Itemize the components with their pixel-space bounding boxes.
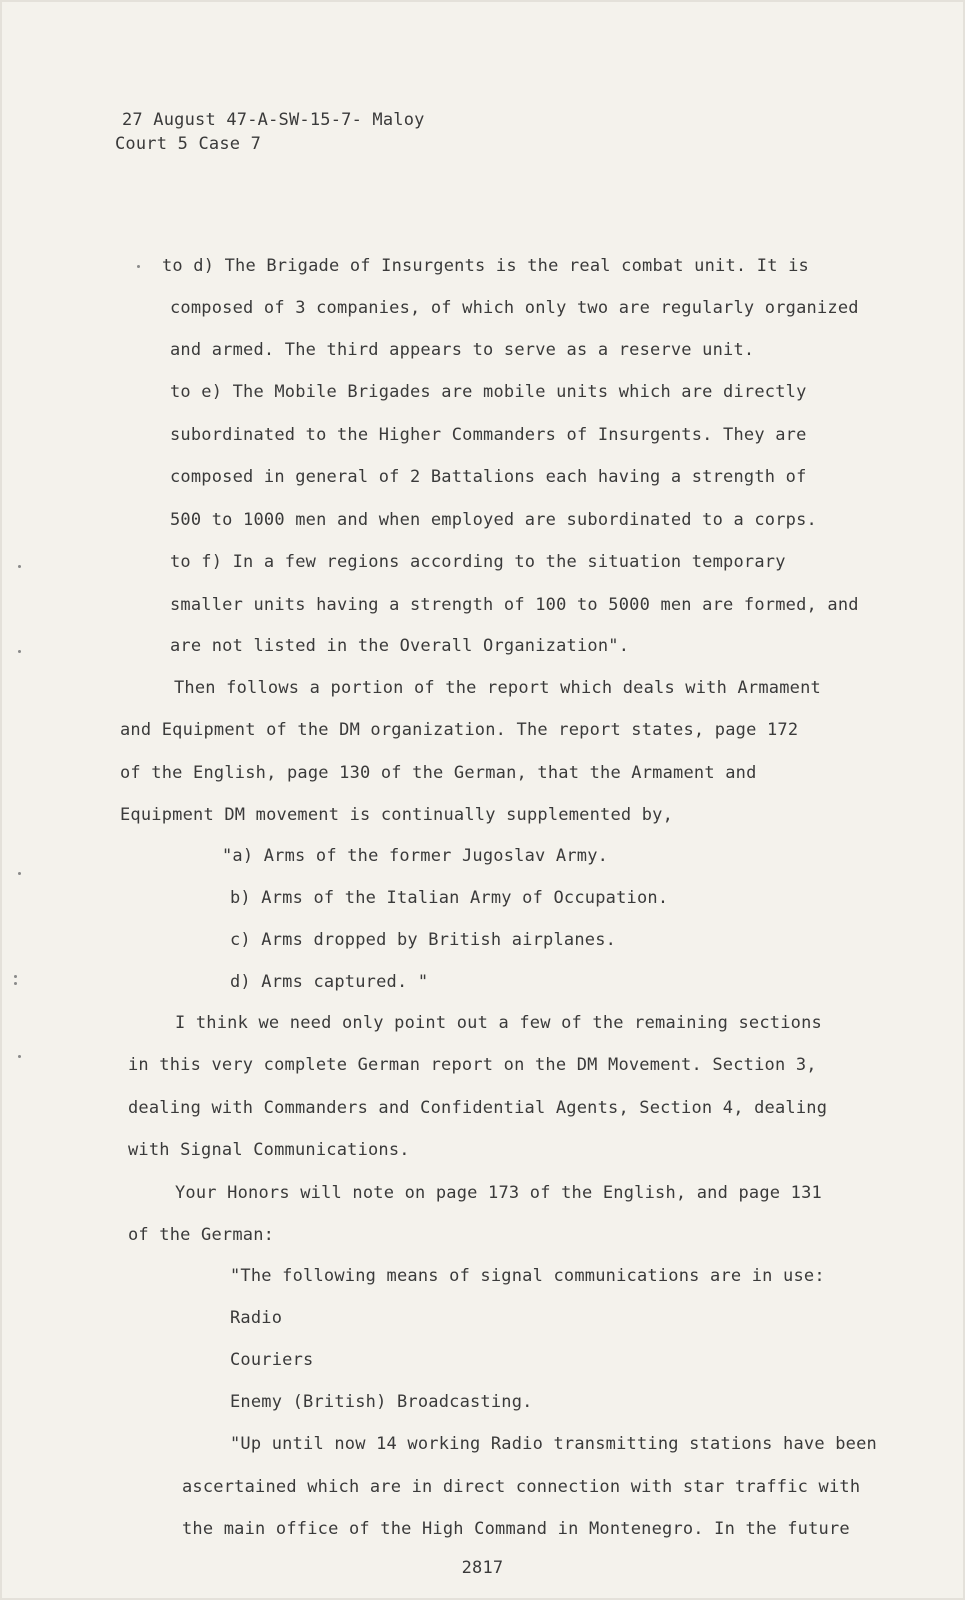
body-line: composed in general of 2 Battalions each having a strength of — [170, 467, 807, 487]
body-line: 500 to 1000 men and when employed are subordinated to a corps. — [170, 510, 817, 530]
list-item: "a) Arms of the former Jugoslav Army. — [222, 846, 609, 866]
scan-speck — [18, 872, 21, 875]
header-line-2: Court 5 Case 7 — [115, 134, 262, 154]
scan-speck — [14, 975, 17, 978]
quote-line: the main office of the High Command in Montenegro. In the future — [182, 1519, 850, 1539]
list-item: d) Arms captured. " — [230, 972, 429, 992]
quote-line: Radio — [230, 1308, 283, 1328]
scan-speck — [18, 565, 21, 568]
body-line: smaller units having a strength of 100 to 5000 men are formed, and — [170, 595, 859, 615]
list-item: c) Arms dropped by British airplanes. — [230, 930, 617, 950]
body-line: subordinated to the Higher Commanders of Insurgents. They are — [170, 425, 807, 445]
quote-line: Couriers — [230, 1350, 314, 1370]
scan-speck — [18, 1055, 21, 1058]
body-line: composed of 3 companies, of which only two are regularly organized — [170, 298, 859, 318]
body-line: of the English, page 130 of the German, that the Armament and — [120, 763, 757, 783]
body-line: to f) In a few regions according to the situation temporary — [170, 552, 786, 572]
body-line: I think we need only point out a few of the remaining sections — [175, 1013, 822, 1033]
body-line: Then follows a portion of the report which deals with Armament — [174, 678, 821, 698]
list-item: b) Arms of the Italian Army of Occupation. — [230, 888, 669, 908]
body-line: of the German: — [128, 1225, 275, 1245]
body-line: and Equipment of the DM organization. The report states, page 172 — [120, 720, 799, 740]
body-line: Your Honors will note on page 173 of the English, and page 131 — [175, 1183, 822, 1203]
scan-speck — [18, 650, 21, 653]
quote-line: "Up until now 14 working Radio transmitting stations have been — [230, 1434, 877, 1454]
page-number: 2817 — [461, 1558, 504, 1578]
scan-speck — [137, 265, 140, 268]
quote-line: ascertained which are in direct connection with star traffic with — [182, 1477, 861, 1497]
scan-speck — [14, 982, 17, 985]
quote-line: "The following means of signal communications are in use: — [230, 1266, 825, 1286]
body-line: are not listed in the Overall Organization". — [170, 636, 630, 656]
body-line: Equipment DM movement is continually supplemented by, — [120, 805, 674, 825]
header-line-1: 27 August 47-A-SW-15-7- Maloy — [122, 110, 425, 130]
body-line: with Signal Communications. — [128, 1140, 410, 1160]
body-line: to e) The Mobile Brigades are mobile units which are directly — [170, 382, 807, 402]
body-line: in this very complete German report on the DM Movement. Section 3, — [128, 1055, 817, 1075]
body-line: and armed. The third appears to serve as a reserve unit. — [170, 340, 755, 360]
body-line: to d) The Brigade of Insurgents is the real combat unit. It is — [162, 256, 809, 276]
body-line: dealing with Commanders and Confidential Agents, Section 4, dealing — [128, 1098, 828, 1118]
quote-line: Enemy (British) Broadcasting. — [230, 1392, 533, 1412]
